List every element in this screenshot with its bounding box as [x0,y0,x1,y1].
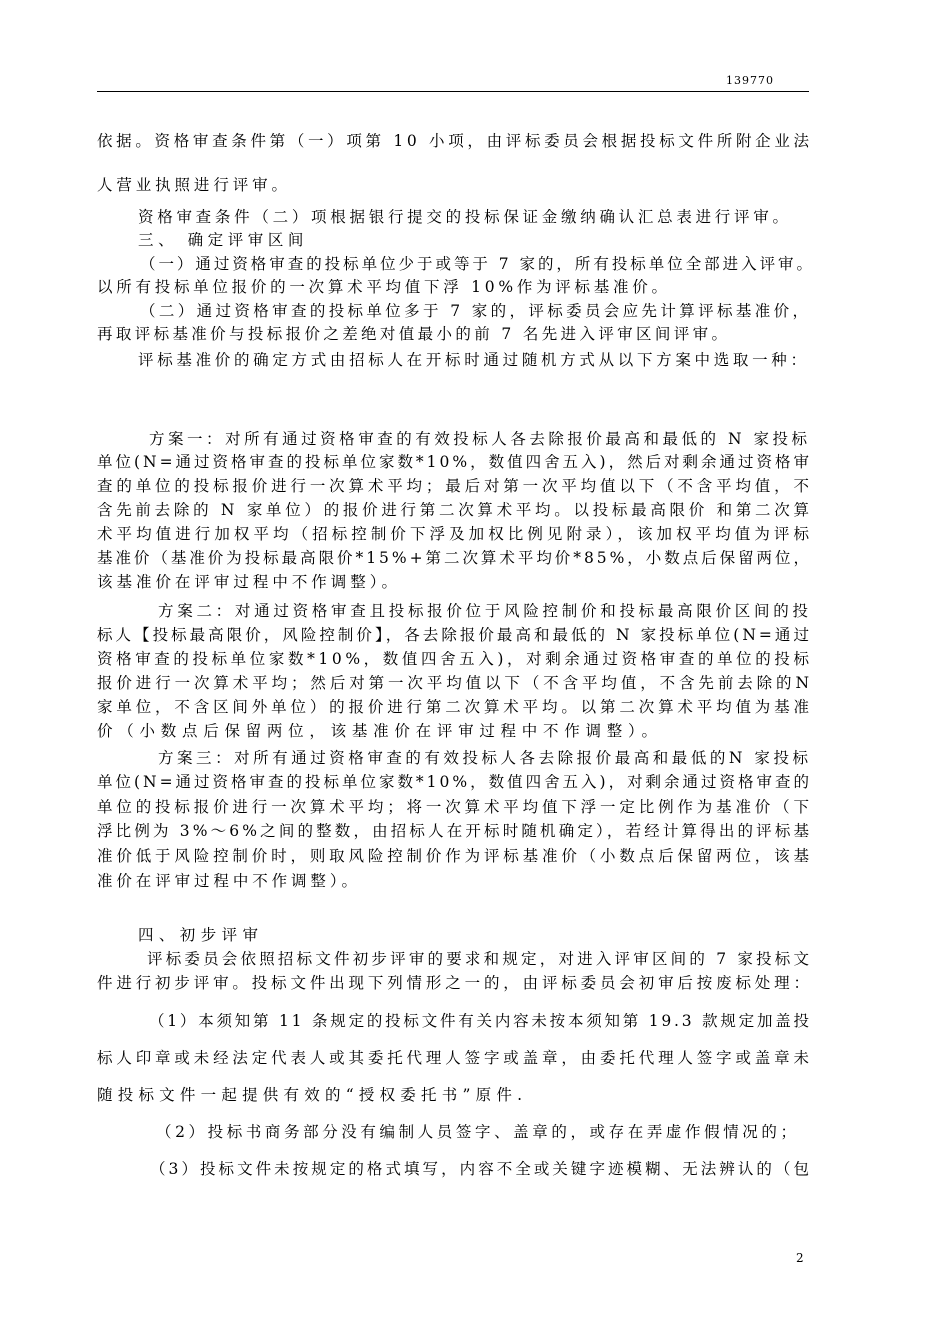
page-number: 2 [796,1251,804,1265]
text-line: 单位(N=通过资格审查的投标单位家数*10%，数值四舍五入)，对剩余通过资格审查的 [97,773,812,791]
text-line: 资格审查条件（二）项根据银行提交的投标保证金缴纳确认汇总表进行评审。 [138,208,792,226]
text-line: 单位的投标报价进行一次算术平均；将一次算术平均值下浮一定比例作为基准价（下 [97,798,813,816]
text-line: （一）通过资格审查的投标单位少于或等于 7 家的，所有投标单位全部进入评审。 [140,255,815,273]
section-heading: 三、 确定评审区间 [138,231,308,249]
text-line: 方案二：对通过资格审查且投标报价位于风险控制价和投标最高限价区间的投 [158,602,812,620]
text-line: 该基准价在评审过程中不作调整）。 [97,573,401,591]
text-line: （1）本须知第 11 条规定的投标文件有关内容未按本须知第 19.3 款规定加盖投 [149,1012,812,1030]
text-line: 再取评标基准价与投标报价之差绝对值最小的前 7 名先进入评审区间评审。 [97,325,731,343]
text-line: 术平均值进行加权平均（招标控制价下浮及加权比例见附录），该加权平均值为评标 [97,525,814,543]
text-line: 家单位，不含区间外单位）的报价进行第二次算术平均。以第二次算术平均值为基准 [97,698,813,716]
text-line: 随投标文件一起提供有效的“授权委托书”原件. [97,1086,528,1104]
text-line: 含先前去除的 N 家单位）的报价进行第二次算术平均。以投标最高限价 和第二次算 [97,501,813,519]
text-line: 人营业执照进行评审。 [97,176,291,194]
header-divider [97,91,809,92]
text-line: 准价低于风险控制价时，则取风险控制价作为评标基准价（小数点后保留两位，该基 [97,847,813,865]
text-line: 单位(N=通过资格审查的投标单位家数*10%，数值四舍五入)，然后对剩余通过资格审 [97,453,812,471]
text-line: （二）通过资格审查的投标单位多于 7 家的，评标委员会应先计算评标基准价， [140,302,812,320]
text-line: 报价进行一次算术平均；然后对第一次平均值以下（不含平均值，不含先前去除的N [97,674,813,692]
text-line: 件进行初步评审。投标文件出现下列情形之一的，由评标委员会初审后按废标处理： [97,974,813,992]
text-line: 浮比例为 3%～6%之间的整数，由招标人在开标时随机确定），若经计算得出的评标基 [97,822,813,840]
text-line: （3）投标文件未按规定的格式填写，内容不全或关键字迹模糊、无法辨认的（包 [150,1160,813,1178]
section-heading: 四、初步评审 [138,926,264,944]
text-line: 评标委员会依照招标文件初步评审的要求和规定，对进入评审区间的 7 家投标文 [147,950,813,968]
text-line: 资格审查的投标单位家数*10%，数值四舍五入)，对剩余通过资格审查的单位的投标 [97,650,813,668]
text-line: 评标基准价的确定方式由招标人在开标时通过随机方式从以下方案中选取一种： [138,351,810,369]
text-line: 标人【投标最高限价，风险控制价】，各去除报价最高和最低的 N 家投标单位(N=通过 [97,626,812,644]
text-line: 以所有投标单位报价的一次算术平均值下浮 10%作为评标基准价。 [97,278,671,296]
text-line: 方案三：对所有通过资格审查的有效投标人各去除报价最高和最低的N 家投标 [158,749,812,767]
text-line: 查的单位的投标报价进行一次算术平均；最后对第一次平均值以下（不含平均值，不 [97,477,813,495]
text-line: 标人印章或未经法定代表人或其委托代理人签字或盖章，由委托代理人签字或盖章未 [97,1049,813,1067]
text-line: （2）投标书商务部分没有编制人员签字、盖章的，或存在弄虚作假情况的； [156,1123,800,1141]
text-line: 基准价（基准价为投标最高限价*15%+第二次算术平均价*85%，小数点后保留两位， [97,549,812,567]
text-line: 准价在评审过程中不作调整）。 [97,872,361,890]
document-code: 139770 [726,74,774,87]
text-line: 方案一：对所有通过资格审查的有效投标人各去除报价最高和最低的 N 家投标 [149,430,811,448]
text-line: 依据。资格审查条件第（一）项第 10 小项，由评标委员会根据投标文件所附企业法 [97,132,813,150]
text-line: 价（小数点后保留两位，该基准价在评审过程中不作调整）。 [97,722,663,740]
